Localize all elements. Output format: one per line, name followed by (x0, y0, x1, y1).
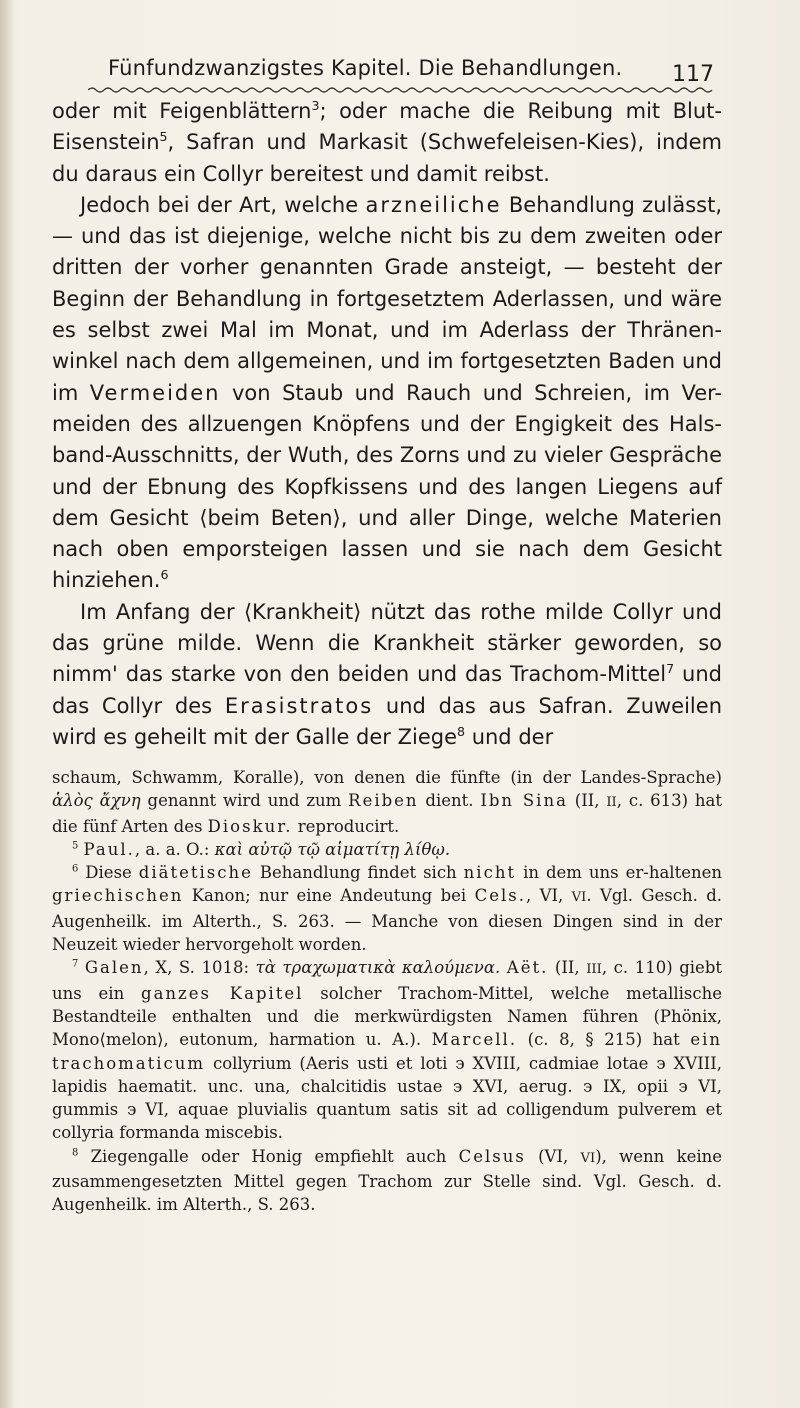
greek-text: καὶ αὐτῷ τῷ αἱματίτῃ λίθῳ. (214, 839, 451, 859)
main-text (52, 96, 722, 753)
emphasis: Reiben (348, 791, 419, 811)
emphasis: Aët. (506, 958, 549, 978)
text-run: von Staub und Rauch und Schreien, im Ver-meiden des allzuengen Knöpfens und der Engigkeit des Hals-band-Ausschnitts, der Wuth, des Zorns und zu vieler Gespräche und der Ebnung des Kopfkissens und des langen Liegens auf dem Gesicht ⟨beim Beten⟩, und aller Dinge, welche Materien nach oben emporsteigen lassen und sie nach dem Gesicht hinziehen. (52, 380, 722, 593)
emphasis: Dioskur. (207, 816, 293, 836)
text-run: (II, (548, 958, 587, 978)
text-run: , VI, (525, 886, 572, 906)
emphasis: Marcell. (431, 1030, 518, 1050)
small-roman: II (606, 795, 617, 811)
chapter-title: Fünfundzwanzigstes Kapitel. Die Behandlungen. (108, 56, 623, 80)
footnote (52, 956, 722, 1144)
text-run (500, 958, 507, 977)
text-run: Behandlung findet sich (252, 863, 464, 883)
emphasis: Vermeiden (89, 380, 221, 405)
footnote (52, 1145, 722, 1217)
text-run: (VI, (525, 1146, 581, 1166)
emphasis: nicht (463, 863, 517, 883)
paragraph (52, 96, 722, 190)
text-run: (c. 8, § 215) hat (517, 1030, 691, 1050)
emphasis: trachomaticum (52, 1053, 206, 1073)
footnote-number: 5 (72, 840, 79, 852)
text-run: ), wenn keine zusammengesetzten Mittel gegen Trachom zur Stelle sind. Vgl. Gesch. d. Augenheilk. im Alterth., S. 263. (52, 1146, 722, 1215)
footnote-continuation (52, 766, 722, 838)
text-run: Diese (85, 863, 139, 883)
footnote-ref[interactable]: 7 (666, 661, 675, 677)
text-run: . Vgl. Gesch. d. Augenheilk. im Alterth., S. 263. — Manche von diesen Dingen sind in der Neuzeit wieder hervorgeholt worden. (52, 886, 723, 955)
footnote-ref[interactable]: 8 (457, 723, 466, 739)
emphasis: ein (690, 1030, 722, 1050)
paragraph (52, 190, 722, 597)
text-run: , Safran und Markasit (Schwefeleisen-Kies), indem du daraus ein Collyr bereitest und damit reibst. (52, 130, 722, 186)
text-run: Kanon; nur eine Andeutung bei (183, 886, 475, 906)
wavy-rule (88, 86, 714, 94)
text-run: (II, (567, 791, 607, 811)
text-run: und das aus Safran. Zuweilen wird es geheilt mit der Galle der Ziege (52, 693, 722, 749)
text-run: Behandlung zulässt, — und das ist diejenige, welche nicht bis zu dem zweiten oder dritten der vorher genannten Grade ansteigt, — besteht der Beginn der Behandlung in fortgesetztem Aderlassen, und wäre es selbst zwei Mal im Monat, und im Aderlass der Thränen-winkel nach dem allgemeinen, und im fortgesetzten Baden und im (52, 192, 723, 405)
text-run: oder mit Feigenblättern (52, 99, 312, 123)
paragraph (52, 597, 722, 753)
emphasis: Erasistratos (224, 693, 374, 718)
text-run: solcher Trachom-Mittel, welche metallische Bestandteile enthalten und die merkwürdigsten Namen führen (Phönix, Mono⟨melon⟩, eutonum, harmation u. A.). (52, 983, 722, 1050)
footnotes (52, 766, 722, 1217)
text-run: , a. a. O.: (134, 839, 215, 859)
text-run: in dem uns er-haltenen (516, 863, 722, 883)
small-roman: VI (580, 1150, 596, 1166)
footnote-number: 6 (72, 863, 79, 875)
text-run: reproducirt. (292, 816, 400, 836)
running-header (88, 56, 714, 92)
emphasis: Galen (84, 958, 144, 978)
footnote-number: 8 (72, 1147, 79, 1159)
text-run: Jedoch bei der Art, welche (80, 192, 366, 217)
text-run: ; oder mache die Reibung mit Blut-Eisenstein (52, 99, 722, 155)
text-run: und das Collyr des (52, 662, 722, 718)
text-run: , c. 110) giebt uns ein (52, 958, 723, 1003)
footnote-number: 7 (72, 958, 79, 970)
text-run: genannt wird und zum (140, 791, 349, 811)
footnote-ref[interactable]: 5 (159, 129, 168, 145)
text-run: , X, S. 1018: (143, 958, 256, 978)
small-roman: VI (571, 890, 587, 906)
text-run: schaum, Schwamm, Koralle), von denen die fünfte (in der Landes-Sprache) (52, 768, 722, 787)
emphasis: Cels. (474, 886, 526, 906)
text-run: und der (465, 724, 554, 749)
footnote (52, 861, 722, 956)
emphasis: ganzes Kapitel (141, 983, 304, 1003)
emphasis: Celsus (458, 1146, 526, 1166)
emphasis: Paul. (83, 839, 135, 859)
small-roman: III (586, 962, 602, 978)
emphasis: arzneiliche (365, 192, 502, 217)
footnote-ref[interactable]: 6 (160, 567, 169, 583)
emphasis: griechischen (52, 886, 184, 906)
footnote-ref[interactable]: 3 (311, 98, 320, 113)
emphasis: Ibn Sina (480, 791, 568, 811)
text-run: Im Anfang der ⟨Krankheit⟩ nützt das rothe milde Collyr und das grüne milde. Wenn die Krankheit stärker geworden, so nimm' das starke von den beiden und das Trachom-Mittel (52, 599, 722, 687)
emphasis: diätetische (138, 863, 253, 883)
greek-text: ἁλὸς ἄχνη (52, 791, 141, 811)
text-run: dient. (418, 791, 481, 811)
text-run: , c. 613) hat die fünf Arten des (52, 791, 723, 836)
greek-text: τὰ τραχωματικὰ καλούμενα. (255, 958, 501, 978)
page-number: 117 (672, 62, 714, 87)
binding-shadow (0, 0, 14, 1408)
text-run: collyrium (Aeris usti et loti ϶ XVIII, cadmiae lotae ϶ XVIII, lapidis haematit. unc. una, chalcitidis ustae ϶ XVI, aerug. ϶ IX, opii ϶ VI, gummis ϶ VI, aquae pluvialis quantum satis sit ad colligendum pulverem et collyria formanda miscebis. (52, 1053, 722, 1143)
footnote (52, 838, 722, 861)
text-run: Ziegengalle oder Honig empfiehlt auch (90, 1146, 459, 1166)
